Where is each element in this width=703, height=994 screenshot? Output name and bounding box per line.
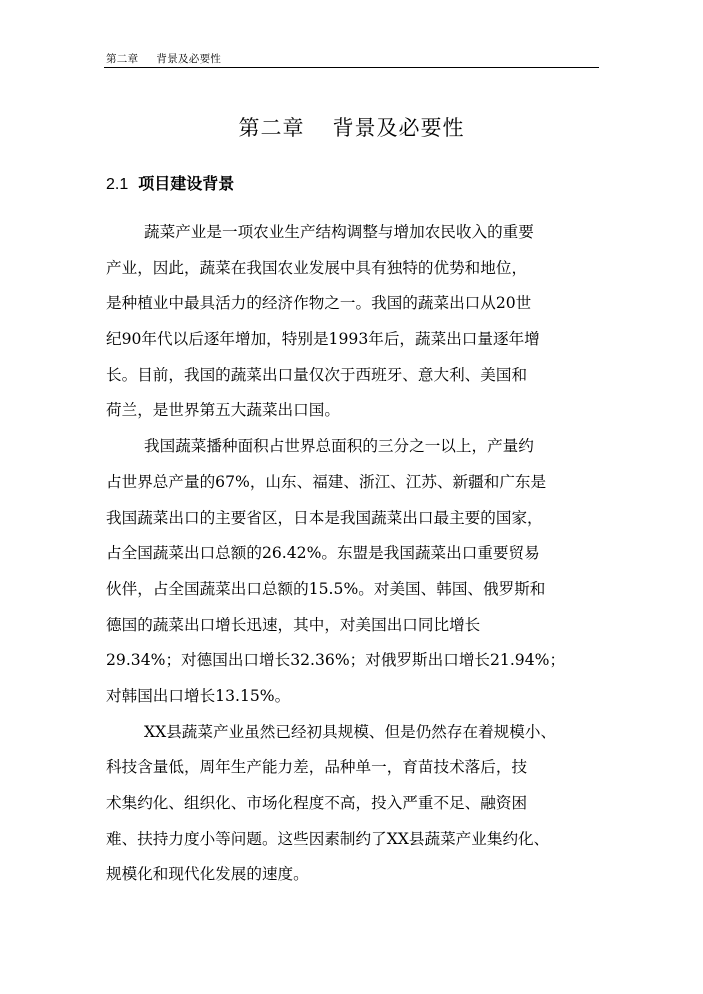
paragraph-line: 难、扶持力度小等问题。这些因素制约了XX县蔬菜产业集约化、	[106, 829, 550, 848]
running-header	[106, 51, 221, 66]
paragraph-line: 德国的蔬菜出口增长迅速，其中，对美国出口同比增长	[106, 615, 481, 634]
paragraph-line: 我国蔬菜出口的主要省区，日本是我国蔬菜出口最主要的国家，	[106, 508, 543, 527]
paragraph-line: 长。目前，我国的蔬菜出口量仅次于西班牙、意大利、美国和	[106, 365, 528, 384]
paragraph-line: 伙伴，占全国蔬菜出口总额的15.5%。对美国、韩国、俄罗斯和	[106, 579, 546, 598]
paragraph-line: 占全国蔬菜出口总额的26.42%。东盟是我国蔬菜出口重要贸易	[106, 544, 540, 563]
section-heading	[106, 171, 234, 194]
paragraph-line: 规模化和现代化发展的速度。	[106, 865, 309, 884]
header-rule	[104, 67, 599, 68]
paragraph-line: 科技含量低，周年生产能力差，品种单一，育苗技术落后，技	[106, 758, 528, 777]
paragraph-line: 蔬菜产业是一项农业生产结构调整与增加农民收入的重要	[144, 223, 534, 241]
paragraph-line: 纪90年代以后逐年增加，特别是1993年后，蔬菜出口量逐年增	[106, 330, 540, 349]
paragraph-line: 术集约化、组织化、市场化程度不高，投入严重不足、融资困	[106, 794, 528, 812]
paragraph-line: XX县蔬菜产业虽然已经初具规模、但是仍然存在着规模小、	[144, 722, 557, 741]
paragraph-line: 对韩国出口增长13.15%。	[106, 686, 291, 705]
running-header-chapter: 第二章	[106, 53, 139, 65]
paragraph-line: 产业，因此，蔬菜在我国农业发展中具有独特的优势和地位，	[106, 258, 528, 277]
running-header-title: 背景及必要性	[156, 53, 222, 65]
chapter-title	[0, 112, 703, 142]
section-number: 2.1	[106, 176, 129, 193]
paragraph-line: 占世界总产量的67%，山东、福建、浙江、江苏、新疆和广东是	[106, 472, 547, 491]
paragraph-line: 荷兰，是世界第五大蔬菜出口国。	[106, 401, 340, 420]
paragraph-line: 我国蔬菜播种面积占世界总面积的三分之一以上，产量约	[144, 437, 534, 456]
chapter-title-text: 背景及必要性	[332, 116, 465, 140]
paragraph-line: 29.34%；对德国出口增长32.36%；对俄罗斯出口增长21.94%；	[106, 651, 566, 670]
chapter-title-number: 第二章	[238, 116, 305, 140]
body-text	[106, 220, 596, 898]
paragraph-line: 是种植业中最具活力的经济作物之一。我国的蔬菜出口从20世	[106, 294, 532, 313]
section-title: 项目建设背景	[138, 174, 235, 193]
